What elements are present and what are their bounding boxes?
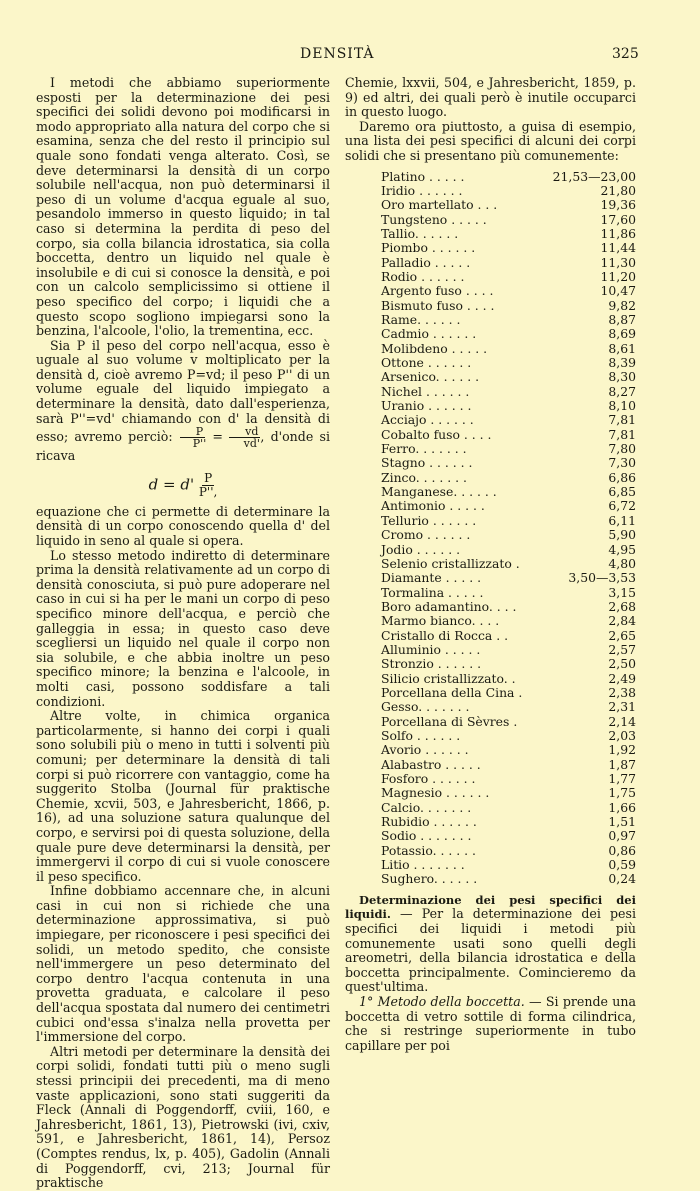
material-name: Oro martellato . . . [381,197,498,213]
table-row [381,571,636,585]
density-value: 2,31 [608,699,636,715]
density-value: 1,75 [608,785,636,801]
density-value: 6,85 [608,484,636,500]
table-row [381,385,636,399]
table-row [381,313,636,327]
paragraph: I metodi che abbiamo superiormente esposti per la determinazione dei pesi specifici dei solidi devono poi modificarsi in modo appropriato alla natura del corpo che si esamina, senza che del resto il principio sul quale sono fondati venga alterato. Così, se deve determinarsi la densità di un corpo solubile nell'acqua, non può determinarsi il peso di un volume d'acqua eguale al suo, pesandolo immerso in questo liquido; in tal caso si determina la perdita di peso del corpo, sia colla bilancia idrostatica, sia colla boccetta, dentro un liquido nel quale è insolubile e di cui si conosce la densità, e poi con un calcolo semplicissimo si ottiene il peso specifico del corpo; i liquidi che a questo scopo sogliono impiegarsi sono la benzina, l'alcoole, l'olio, la trementina, ecc. [36,75,330,339]
density-value: 6,72 [608,498,636,514]
material-name: Nichel . . . . . . [381,383,470,399]
density-value: 4,95 [608,541,636,557]
density-value: 10,47 [600,283,636,299]
material-name: Manganese. . . . . . [381,484,497,500]
density-value: 3,50—3,53 [568,570,636,586]
table-row [381,858,636,872]
table-row [381,299,636,313]
material-name: Gesso. . . . . . . [381,699,470,715]
table-row [381,672,636,686]
table-row [381,600,636,614]
material-name: Rame. . . . . . [381,312,461,327]
table-row [381,241,636,255]
material-name: Zinco. . . . . . . [381,469,467,485]
material-name: Solfo . . . . . . [381,727,461,743]
density-value: 11,20 [600,268,636,284]
table-row [381,442,636,456]
material-name: Sodio . . . . . . . [381,828,472,844]
paragraph-text: , d'onde si ricava [36,429,330,464]
table-row [381,198,636,212]
fraction [199,472,218,499]
material-name: Rodio . . . . . . [381,268,465,284]
density-value: 1,51 [608,814,636,830]
material-name: Tellurio . . . . . . [381,512,477,528]
fraction-denominator: P'' [192,437,207,451]
paragraph: equazione che ci permette di determinare la densità di un corpo conoscendo quella d' del liquido in seno al quale si opera. [36,503,330,549]
density-value: 2,65 [608,627,636,643]
table-row [381,729,636,743]
density-value: 11,44 [600,240,636,256]
table-row [381,213,636,227]
density-value: 8,87 [608,312,636,327]
material-name: Alabastro . . . . . [381,756,481,772]
paragraph: Infine dobbiamo accennare che, in alcuni casi in cui non si richiede che una determinazione approssimativa, si può impiegare, per riconoscere i pesi specifici dei solidi, un metodo spedito, che consiste nell'immergere un peso determinato del corpo dentro l'acqua contenuta in una provetta graduata, e calcolare il peso dell'acqua spostata dal numero dei centimetri cubici ond'essa s'inalza nella provetta per l'immersione del corpo. [36,883,330,1045]
table-row [381,499,636,513]
table-row [381,643,636,657]
density-value: 8,27 [608,383,636,399]
table-row [381,514,636,528]
material-name: Fosforo . . . . . . [381,771,476,786]
paragraph-text: Sia P il peso del corpo nell'acqua, esso è uguale al suo volume v moltiplicato per la densità d, cioè avremo P=vd; il peso P'' di un volume eguale del liquido impiegato a determinare la densità, dato dall'esperienza, sarà P''=vd' chiamando con d' la densità di esso; avremo perciò: [36,337,330,445]
material-name: Silicio cristallizzato. . [381,670,516,686]
table-row [381,543,636,557]
paragraph-text: — Si prende una boccetta di vetro sottile di forma cilindrica, che si restringe superiormente in tubo capillare per poi [345,993,636,1053]
density-value: 2,14 [608,713,636,729]
fraction-denominator: P'', [198,484,218,499]
table-row [381,844,636,858]
density-value: 21,53—23,00 [552,168,636,184]
material-name: Bismuto fuso . . . . [381,297,495,313]
material-name: Magnesio . . . . . . [381,785,490,801]
density-value: 1,87 [608,756,636,772]
density-value: 1,92 [608,742,636,758]
table-row [381,256,636,270]
material-name: Cristallo di Rocca . . [381,627,509,643]
table-row [381,284,636,298]
table-row [381,772,636,786]
material-name: Arsenico. . . . . . [381,369,480,385]
material-name: Acciajo . . . . . . [381,412,474,428]
table-row [381,170,636,184]
material-name: Iridio . . . . . . [381,182,463,198]
section-title: Determinazione dei pesi specifici dei liquidi. [345,892,636,922]
density-value: 3,15 [608,584,636,600]
density-value: 8,69 [608,326,636,342]
density-value: 8,39 [608,355,636,371]
table-row [381,456,636,470]
density-value: 7,81 [608,412,636,428]
table-row [381,700,636,714]
material-name: Marmo bianco. . . . [381,613,500,629]
table-row [381,528,636,542]
fraction-numerator: vd [229,426,260,438]
density-value: 4,80 [608,555,636,571]
paragraph: Chemie, lxxvii, 504, e Jahresbericht, 1859, p. 9) ed altri, dei quali però è inutile occuparci in questo luogo. [345,75,636,120]
paragraph: Altre volte, in chimica organica particolarmente, si hanno dei corpi i quali sono solubili più o meno in tutti i solventi più comuni; per determinare la densità di tali corpi si può ricorrere con vantaggio, come ha suggerito Stolba (Journal für praktische Chemie, xcvii, 503, e Jahresbericht, 1866, p. 16), ad una soluzione satura qualunque del corpo, e servirsi poi di questa soluzione, della quale pure deve determinarsi la densità, per immergervi il corpo di cui si vuole conoscere il peso specifico. [36,708,330,884]
density-value: 7,30 [608,455,636,471]
table-row [381,743,636,757]
density-value: 8,10 [608,398,636,414]
material-name: Alluminio . . . . . [381,641,481,657]
material-name: Tallio. . . . . . [381,225,459,241]
running-header [0,46,700,66]
density-value: 6,11 [608,512,636,528]
right-column [345,76,636,1053]
density-value: 2,68 [608,598,636,614]
material-name: Cromo . . . . . . [381,527,471,543]
table-row [381,815,636,829]
density-value: 2,03 [608,727,636,743]
table-row [381,758,636,772]
equals-sign: = [212,429,223,445]
page-number: 325 [612,46,639,62]
density-value: 21,80 [600,182,636,198]
material-name: Antimonio . . . . . [381,498,485,514]
density-value: 2,49 [608,670,636,686]
density-value: 19,36 [600,197,636,213]
material-name: Rubidio . . . . . . [381,814,477,830]
paragraph: Altri metodi per determinare la densità dei corpi solidi, fondati tutti più o meno sugli stessi principii dei precedenti, ma di meno vaste applicazioni, sono stati suggeriti da Fleck (Annali di Poggendorff, cviii, 160, e Jahresbericht, 1861, 13), Pietrowski (ivi, cxiv, 591, e Jahresbericht, 1861, 14), Persoz (Comptes rendus, lx, p. 405), Gadolin (Annali di Poggendorff, cvi, 213; Journal für praktische [36,1043,330,1191]
density-value: 5,90 [608,527,636,543]
density-table [381,170,636,887]
table-row [381,801,636,815]
table-row [381,485,636,499]
left-column [36,76,330,1191]
density-value: 11,86 [600,225,636,241]
table-row [381,370,636,384]
material-name: Litio . . . . . . . [381,857,465,873]
density-value: 2,84 [608,613,636,629]
density-value: 2,57 [608,641,636,657]
material-name: Platino . . . . . [381,168,465,184]
density-value: 0,24 [608,871,636,887]
density-value: 9,82 [608,297,636,313]
table-row [381,270,636,284]
fraction-numerator: P [180,426,205,438]
material-name: Selenio cristallizzato . [381,555,520,571]
density-value: 8,30 [608,369,636,385]
density-value: 17,60 [600,211,636,227]
table-row [381,399,636,413]
table-row [381,686,636,700]
paragraph [345,893,636,995]
table-row [381,829,636,843]
material-name: Stronzio . . . . . . [381,656,482,672]
material-name: Ottone . . . . . . [381,355,472,371]
density-value: 7,81 [608,426,636,442]
table-row [381,657,636,671]
table-row [381,614,636,628]
paragraph [345,995,636,1053]
table-row [381,327,636,341]
material-name: Molibdeno . . . . . [381,340,488,356]
material-name: Cadmio . . . . . . [381,326,477,342]
paragraph-text: — Per la determinazione dei pesi specifici dei liquidi i metodi più comunemente usati sono quelli degli areometri, della bilancia idrostatica e della boccetta principalmente. Comincieremo da quest'ultima. [345,906,636,995]
density-value: 2,38 [608,684,636,700]
table-row [381,471,636,485]
table-row [381,872,636,886]
density-value: 8,61 [608,340,636,356]
table-row [381,557,636,571]
fraction [229,426,260,449]
table-row [381,184,636,198]
fraction [179,426,206,449]
material-name: Stagno . . . . . . [381,455,473,471]
table-row [381,629,636,643]
paragraph: Daremo ora piuttosto, a guisa di esempio, una lista dei pesi specifici di alcuni dei corpi solidi che si presentano più comunemente: [345,118,636,163]
material-name: Tungsteno . . . . . [381,211,487,227]
material-name: Jodio . . . . . . [381,541,461,557]
material-name: Cobalto fuso . . . . [381,426,492,442]
material-name: Porcellana della Cina . [381,684,523,700]
density-value: 7,80 [608,441,636,457]
table-row [381,586,636,600]
method-title: 1° Metodo della boccetta. [359,993,525,1009]
material-name: Diamante . . . . . [381,570,482,586]
running-title: DENSITÀ [300,46,375,62]
paragraph [36,339,330,464]
density-value: 0,86 [608,842,636,858]
material-name: Avorio . . . . . . [381,742,469,758]
fraction-numerator: P [204,470,213,485]
material-name: Piombo . . . . . . [381,240,476,256]
display-formula [36,472,330,499]
formula-lhs: d = d' [148,475,195,494]
density-value: 2,50 [608,656,636,672]
table-row [381,715,636,729]
table-row [381,786,636,800]
fraction-denominator: vd' [243,437,260,451]
table-row [381,413,636,427]
table-row [381,356,636,370]
table-row [381,342,636,356]
paragraph: Lo stesso metodo indiretto di determinare prima la densità relativamente ad un corpo di densità conosciuta, si può pure adoperare nel caso in cui si ha per le mani un corpo di peso specifico minore dell'acqua, e perciò che galleggia in essa; in questo caso deve scegliersi un liquido nel quale il corpo non sia solubile, e che abbia inoltre un peso specifico minore; la benzina e l'alcoole, in molti casi, possono soddisfare a tali condizioni. [36,547,330,709]
material-name: Argento fuso . . . . [381,283,494,299]
table-row [381,227,636,241]
density-value: 0,59 [608,857,636,873]
material-name: Porcellana di Sèvres . [381,713,518,729]
table-row [381,428,636,442]
density-value: 11,30 [600,254,636,270]
material-name: Sughero. . . . . . [381,871,478,887]
material-name: Calcio. . . . . . . [381,799,472,815]
material-name: Boro adamantino. . . . [381,598,517,614]
density-value: 0,97 [608,828,636,844]
density-value: 1,77 [608,771,636,786]
density-value: 1,66 [608,799,636,815]
material-name: Uranio . . . . . . [381,398,472,414]
material-name: Palladio . . . . . [381,254,471,270]
material-name: Ferro. . . . . . . [381,441,467,457]
material-name: Potassio. . . . . . [381,842,476,858]
material-name: Tormalina . . . . . [381,584,484,600]
density-value: 6,86 [608,469,636,485]
